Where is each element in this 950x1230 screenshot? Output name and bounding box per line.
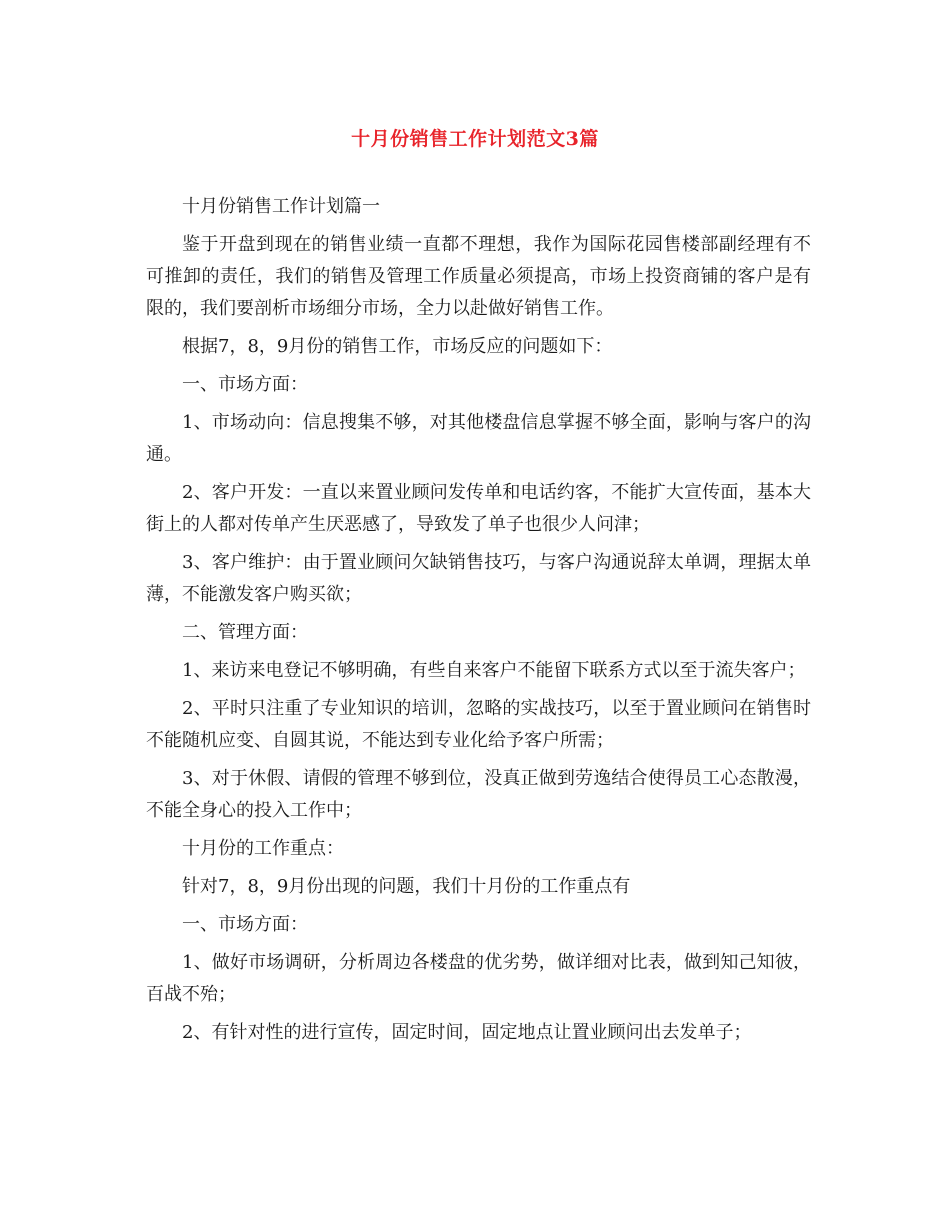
subheading: 二、管理方面： — [182, 622, 308, 643]
list-item: 1、来访来电登记不够明确，有些自来客户不能留下联系方式以至于流失客户； — [182, 660, 806, 681]
list-item: 3、对于休假、请假的管理不够到位，没真正做到劳逸结合使得员工心态散漫，不能全身心的投入工作中； — [146, 768, 811, 821]
paragraph: 根据7，8，9月份的销售工作，市场反应的问题如下： — [182, 336, 613, 357]
subheading: 一、市场方面： — [182, 374, 308, 395]
subheading: 十月份的工作重点： — [182, 838, 344, 859]
subheading: 一、市场方面： — [182, 914, 308, 935]
paragraph: 鉴于开盘到现在的销售业绩一直都不理想，我作为国际花园售楼部副经理有不可推卸的责任，我们的销售及管理工作质量必须提高，市场上投资商铺的客户是有限的，我们要剖析市场细分市场，全力以赴做好销售工作。 — [146, 234, 811, 319]
list-item: 2、平时只注重了专业知识的培训，忽略的实战技巧，以至于置业顾问在销售时不能随机应变、自圆其说，不能达到专业化给予客户所需； — [146, 698, 811, 751]
list-item: 2、有针对性的进行宣传，固定时间，固定地点让置业顾问出去发单子； — [182, 1022, 752, 1043]
document-title: 十月份销售工作计划范文3篇 — [351, 128, 599, 150]
list-item: 1、做好市场调研，分析周边各楼盘的优劣势，做详细对比表，做到知己知彼，百战不殆； — [146, 952, 811, 1005]
paragraph: 针对7，8，9月份出现的问题，我们十月份的工作重点有 — [182, 876, 631, 897]
list-item: 2、客户开发：一直以来置业顾问发传单和电话约客，不能扩大宣传面，基本大街上的人都对传单产生厌恶感了，导致发了单子也很少人问津； — [146, 482, 811, 535]
list-item: 3、客户维护：由于置业顾问欠缺销售技巧，与客户沟通说辞太单调，理据太单薄，不能激发客户购买欲； — [146, 552, 811, 605]
list-item: 1、市场动向：信息搜集不够，对其他楼盘信息掌握不够全面，影响与客户的沟通。 — [146, 412, 811, 465]
document-body — [146, 191, 811, 1049]
section-heading: 十月份销售工作计划篇一 — [182, 196, 380, 217]
